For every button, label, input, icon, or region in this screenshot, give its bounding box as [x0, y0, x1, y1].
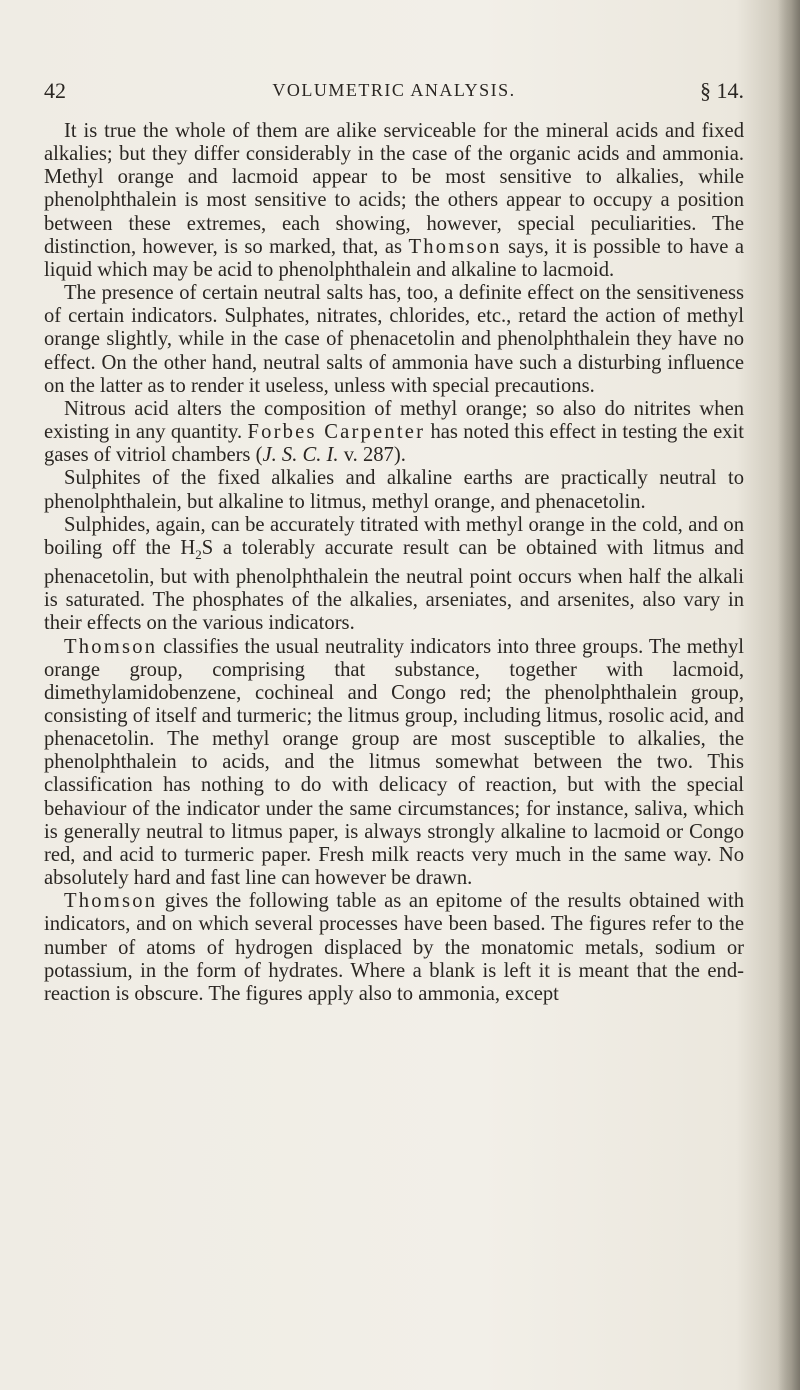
paragraph-2: The presence of certain neutral salts has, too, a definite effect on the sensitiveness of certain indicators. Sulphates, nitrates, chlorides, etc., retard the action of methyl orange slightly, while in the case of phenacetolin and phenolphthalein they have no effect. On the other hand, neutral salts of ammonia have such a disturbing influence on the latter as to render it useless, unless with special precautions.: [44, 282, 744, 397]
author-name: Thomson: [64, 635, 158, 658]
author-name: Thomson: [64, 890, 158, 913]
author-name: Forbes Carpenter: [247, 421, 426, 444]
page-number: 42: [44, 78, 66, 103]
section-number: § 14.: [700, 78, 744, 103]
subscript: 2: [195, 546, 202, 562]
paragraph-3: Nitrous acid alters the composition of methyl orange; so also do nitrites when existing in any quantity. Forbes Carpenter has noted this effect in testing the exit gases of vitriol chambers (J. S. C. I. v. 287).: [44, 397, 744, 467]
paragraph-4: Sulphites of the fixed alkalies and alkaline earths are practically neutral to phenolphthalein, but alkaline to litmus, methyl orange, and phenacetolin.: [44, 467, 744, 513]
page-edge-shadow: [778, 0, 800, 1390]
page-header: [44, 78, 744, 108]
running-title: VOLUMETRIC ANALYSIS.: [272, 80, 516, 100]
body-text: [44, 120, 744, 1006]
journal-reference: J. S. C. I.: [262, 444, 339, 467]
paragraph-5: Sulphides, again, can be accurately titrated with methyl orange in the cold, and on boiling off the $H_2S$ a tolerably accurate result can be obtained with litmus and phenacetolin, but with phenolphthalein the neutral point occurs when half the alkali is saturated. The phosphates of the alkalies, arseniates, and arsenites, also vary in their effects on the various indicators.: [44, 513, 744, 635]
paragraph-6: Thomson classifies the usual neutrality indicators into three groups. The methyl orange group, comprising that substance, together with lacmoid, dimethylamidobenzene, cochineal and Congo red; the phenolphthalein group, consisting of itself and turmeric; the litmus group, including litmus, rosolic acid, and phenacetolin. The methyl orange group are most susceptible to alkalies, the phenolphthalein to acids, and the litmus somewhat between the two. This classification has nothing to do with delicacy of reaction, but with the special behaviour of the indicator under the same circumstances; for instance, saliva, which is generally neutral to litmus paper, is always strongly alkaline to lacmoid or Congo red, and acid to turmeric paper. Fresh milk reacts very much in the same way. No absolutely hard and fast line can however be drawn.: [44, 635, 744, 890]
paragraph-1: It is true the whole of them are alike serviceable for the mineral acids and fixed alkalies; but they differ considerably in the case of the organic acids and ammonia. Methyl orange and lacmoid appear to be most sensitive to alkalies, while phenolphthalein is most sensitive to acids; the others appear to occupy a position between these extremes, each showing, however, special peculiarities. The distinction, however, is so marked, that, as Thomson says, it is possible to have a liquid which may be acid to phenolphthalein and alkaline to lacmoid.: [44, 120, 745, 281]
author-name: Thomson: [408, 235, 502, 258]
paragraph-7: Thomson gives the following table as an epitome of the results obtained with indicators, and on which several processes have been based. The figures refer to the number of atoms of hydrogen displaced by the monatomic metals, sodium or potassium, in the form of hydrates. Where a blank is left it is meant that the end-reaction is obscure. The figures apply also to ammonia, except: [44, 890, 744, 1005]
